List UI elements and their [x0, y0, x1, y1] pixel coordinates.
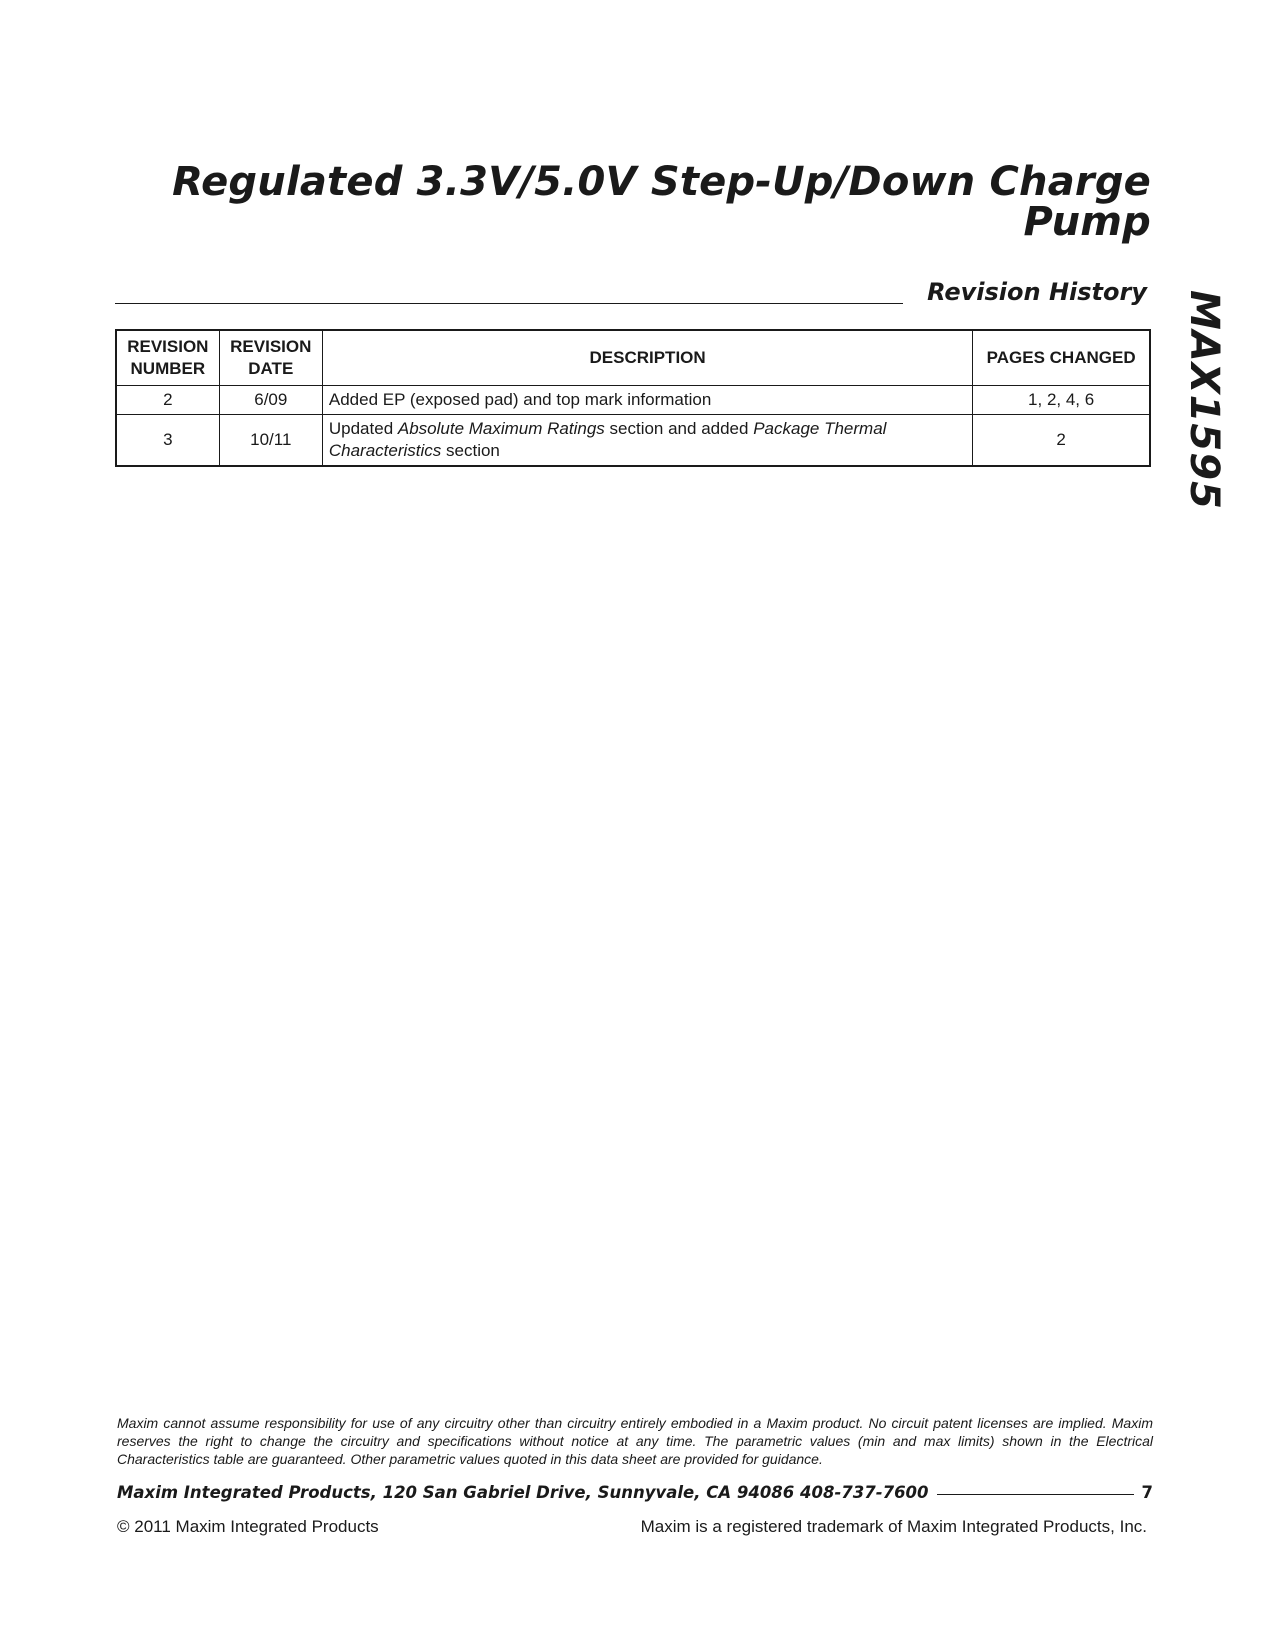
pages-changed-cell: 2	[973, 415, 1150, 467]
table-row	[116, 386, 1150, 415]
description-text: section	[441, 441, 500, 460]
table-row	[116, 415, 1150, 467]
section-heading: Revision History	[927, 278, 1147, 306]
page-number: 7	[1141, 1483, 1153, 1502]
description-italic-text: Package Thermal Characteristics	[328, 419, 887, 460]
revision-date-cell: 10/11	[219, 415, 322, 467]
legal-disclaimer: Maxim cannot assume responsibility for use of any circuitry other than circuitry entirely embodied in a Maxim product. No circuit patent licenses are implied. Maxim reserves the right to change the circuitry and specifications without notice at any time. The parametric values (min and max limits) shown in the Electrical Characteristics table are guaranteed. Other parametric values quoted in this data sheet are provided for guidance.	[117, 1415, 1153, 1467]
header-pages-changed: PAGES CHANGED	[973, 330, 1150, 386]
company-address: Maxim Integrated Products, 120 San Gabriel Drive, Sunnyvale, CA 94086 408-737-7600	[117, 1483, 929, 1502]
description-text: section and added	[604, 419, 754, 438]
footer-rule	[937, 1494, 1134, 1495]
header-description: DESCRIPTION	[322, 330, 972, 386]
copyright-notice: © 2011 Maxim Integrated Products	[117, 1517, 379, 1536]
revision-date-cell: 6/09	[219, 386, 322, 415]
part-number-tab: MAX1595	[1181, 290, 1227, 510]
table-header-row	[116, 330, 1150, 386]
trademark-notice: Maxim is a registered trademark of Maxim Integrated Products, Inc.	[640, 1517, 1147, 1536]
section-rule	[115, 303, 903, 304]
header-revision-number: REVISION NUMBER	[116, 330, 219, 386]
revision-history-table	[115, 329, 1151, 467]
footer-address-line	[117, 1482, 1153, 1504]
description-text: Updated	[328, 419, 398, 438]
description-cell: Added EP (exposed pad) and top mark information	[322, 386, 972, 415]
header-revision-date: REVISION DATE	[219, 330, 322, 386]
revision-number-cell: 2	[116, 386, 219, 415]
description-cell	[322, 415, 972, 467]
description-italic-text: Absolute Maximum Ratings	[397, 419, 605, 438]
document-title: Regulated 3.3V/5.0V Step-Up/Down Charge Pump	[172, 159, 1151, 245]
pages-changed-cell: 1, 2, 4, 6	[973, 386, 1150, 415]
revision-number-cell: 3	[116, 415, 219, 467]
